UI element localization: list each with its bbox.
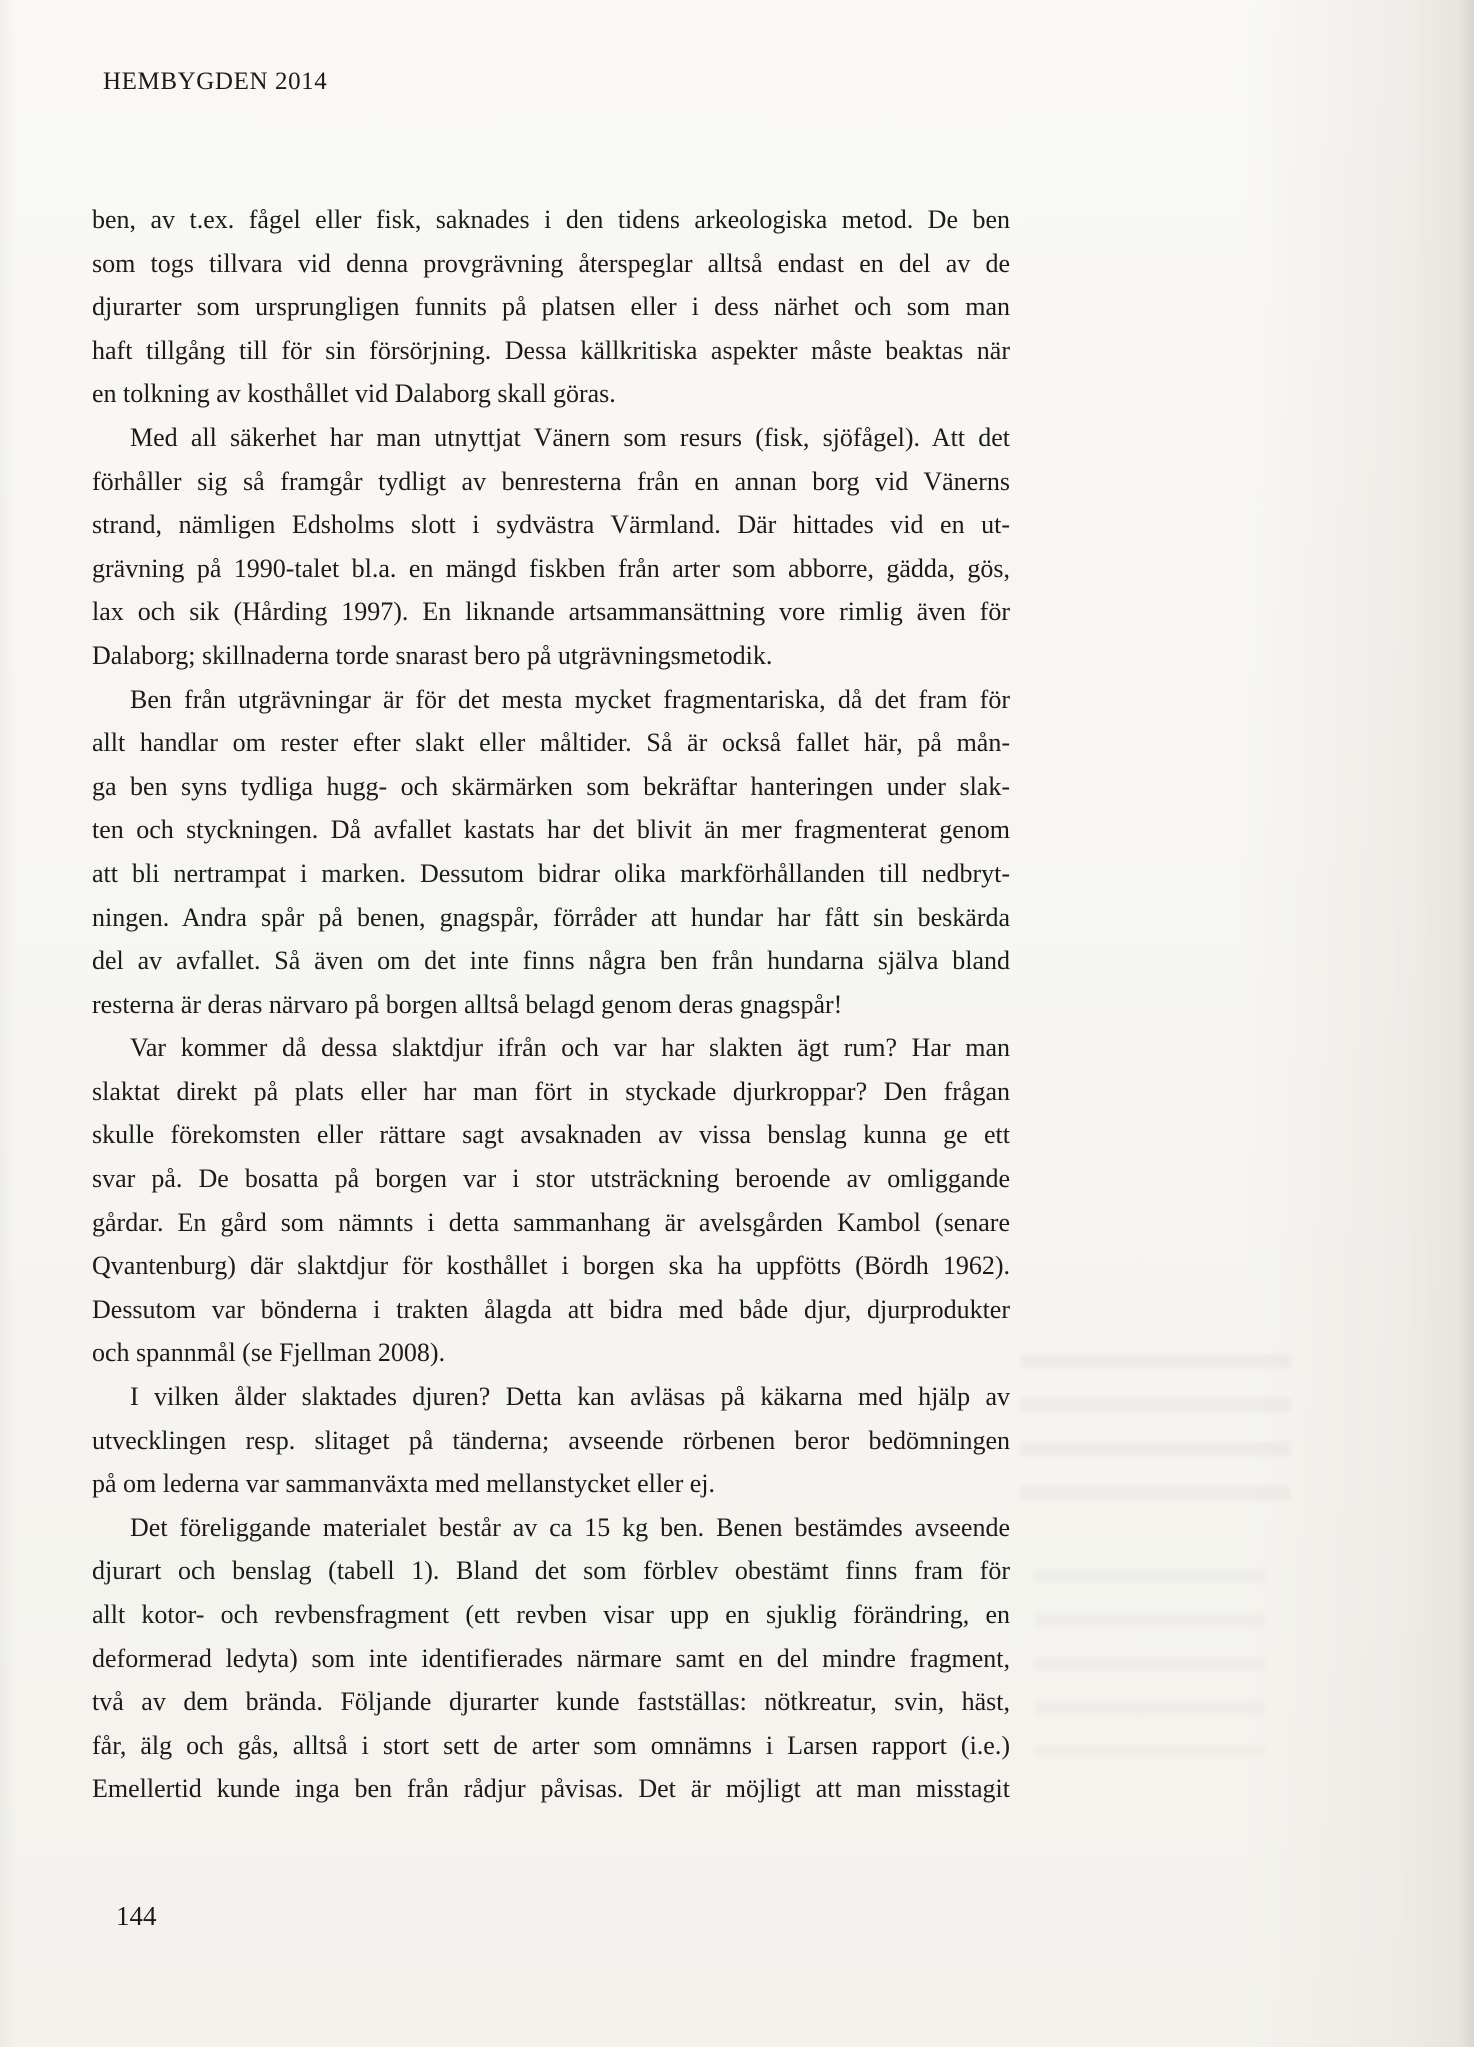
text-line: på om lederna var sammanväxta med mellanstycket eller ej. xyxy=(92,1469,716,1499)
text-line: svar på. De bosatta på borgen var i stor utsträckning beroende av omliggande xyxy=(92,1164,1010,1194)
text-line: ben, av t.ex. fågel eller fisk, saknades i den tidens arkeologiska metod. De ben xyxy=(92,205,1010,234)
text-line: Dessutom var bönderna i trakten ålagda att bidra med både djur, djurprodukter xyxy=(92,1294,1010,1324)
text-line: Qvantenburg) där slaktdjur för kosthållet i borgen ska ha uppfötts (Bördh 1962). xyxy=(92,1251,1010,1281)
text-line: att bli nertrampat i marken. Dessutom bidrar olika markförhållanden till nedbryt- xyxy=(92,858,1010,888)
text-line: I vilken ålder slaktades djuren? Detta kan avläsas på käkarna med hjälp av xyxy=(130,1382,1010,1412)
bleed-through-artifact xyxy=(1035,1555,1265,1755)
text-line: Emellertid kunde inga ben från rådjur påvisas. Det är möjligt att man misstagit xyxy=(92,1774,1010,1804)
page-number: 144 xyxy=(116,1901,157,1931)
text-line: Dalaborg; skillnaderna torde snarast bero på utgrävningsmetodik. xyxy=(92,640,773,670)
text-line: Det föreliggande materialet består av ca 15 kg ben. Benen bestämdes avseende xyxy=(130,1512,1010,1542)
text-line: får, älg och gås, alltså i stort sett de arter som omnämns i Larsen rapport (i.e.) xyxy=(92,1730,1010,1760)
text-line: som togs tillvara vid denna provgrävning återspeglar alltså endast en del av de xyxy=(92,248,1010,278)
text-line: Ben från utgrävningar är för det mesta mycket fragmentariska, då det fram för xyxy=(130,684,1010,714)
text-line: djurarter som ursprungligen funnits på platsen eller i dess närhet och som man xyxy=(92,292,1010,322)
text-line: lax och sik (Hårding 1997). En liknande artsammansättning vore rimlig även för xyxy=(92,597,1010,627)
text-line: resterna är deras närvaro på borgen alltså belagd genom deras gnagspår! xyxy=(92,989,843,1019)
text-line: och spannmål (se Fjellman 2008). xyxy=(92,1338,446,1368)
text-line: Med all säkerhet har man utnyttjat Vänern som resurs (fisk, sjöfågel). Att det xyxy=(130,422,1010,452)
text-line: haft tillgång till för sin försörjning. Dessa källkritiska aspekter måste beaktas när xyxy=(92,335,1010,365)
text-line: strand, nämligen Edsholms slott i sydvästra Värmland. Där hittades vid en ut- xyxy=(92,510,1010,540)
text-line: gårdar. En gård som nämnts i detta sammanhang är avelsgården Kambol (senare xyxy=(92,1207,1010,1237)
text-line: djurart och benslag (tabell 1). Bland det som förblev obestämt finns fram för xyxy=(92,1556,1010,1586)
text-line: två av dem brända. Följande djurarter kunde fastställas: nötkreatur, svin, häst, xyxy=(92,1687,1010,1717)
text-line: utvecklingen resp. slitaget på tänderna; avseende rörbenen beror bedömningen xyxy=(92,1425,1010,1455)
text-line: skulle förekomsten eller rättare sagt avsaknaden av vissa benslag kunna ge ett xyxy=(92,1120,1010,1150)
text-line: allt handlar om rester efter slakt eller måltider. Så är också fallet här, på mån- xyxy=(92,728,1010,758)
text-line: deformerad ledyta) som inte identifierades närmare samt en del mindre fragment, xyxy=(92,1643,1010,1673)
text-line: ga ben syns tydliga hugg- och skärmärken som bekräftar hanteringen under slak- xyxy=(92,771,1010,801)
text-line: slaktat direkt på plats eller har man fört in styckade djurkroppar? Den frågan xyxy=(92,1076,1010,1106)
text-line: Var kommer då dessa slaktdjur ifrån och var har slakten ägt rum? Har man xyxy=(130,1033,1010,1063)
text-block xyxy=(92,198,1010,1811)
bleed-through-artifact xyxy=(1020,1340,1290,1500)
text-line: del av avfallet. Så även om det inte finns några ben från hundarna själva bland xyxy=(92,946,1010,976)
text-line: ten och styckningen. Då avfallet kastats har det blivit än mer fragmenterat genom xyxy=(92,815,1010,845)
text-line: ningen. Andra spår på benen, gnagspår, förråder att hundar har fått sin beskärda xyxy=(92,902,1010,932)
text-line: allt kotor- och revbensfragment (ett revben visar upp en sjuklig förändring, en xyxy=(92,1600,1010,1629)
text-line: en tolkning av kosthållet vid Dalaborg skall göras. xyxy=(92,379,616,409)
journal-header: HEMBYGDEN 2014 xyxy=(103,68,328,95)
text-line: grävning på 1990-talet bl.a. en mängd fiskben från arter som abborre, gädda, gös, xyxy=(92,553,1010,583)
text-line: förhåller sig så framgår tydligt av benresterna från en annan borg vid Vänerns xyxy=(92,466,1010,496)
